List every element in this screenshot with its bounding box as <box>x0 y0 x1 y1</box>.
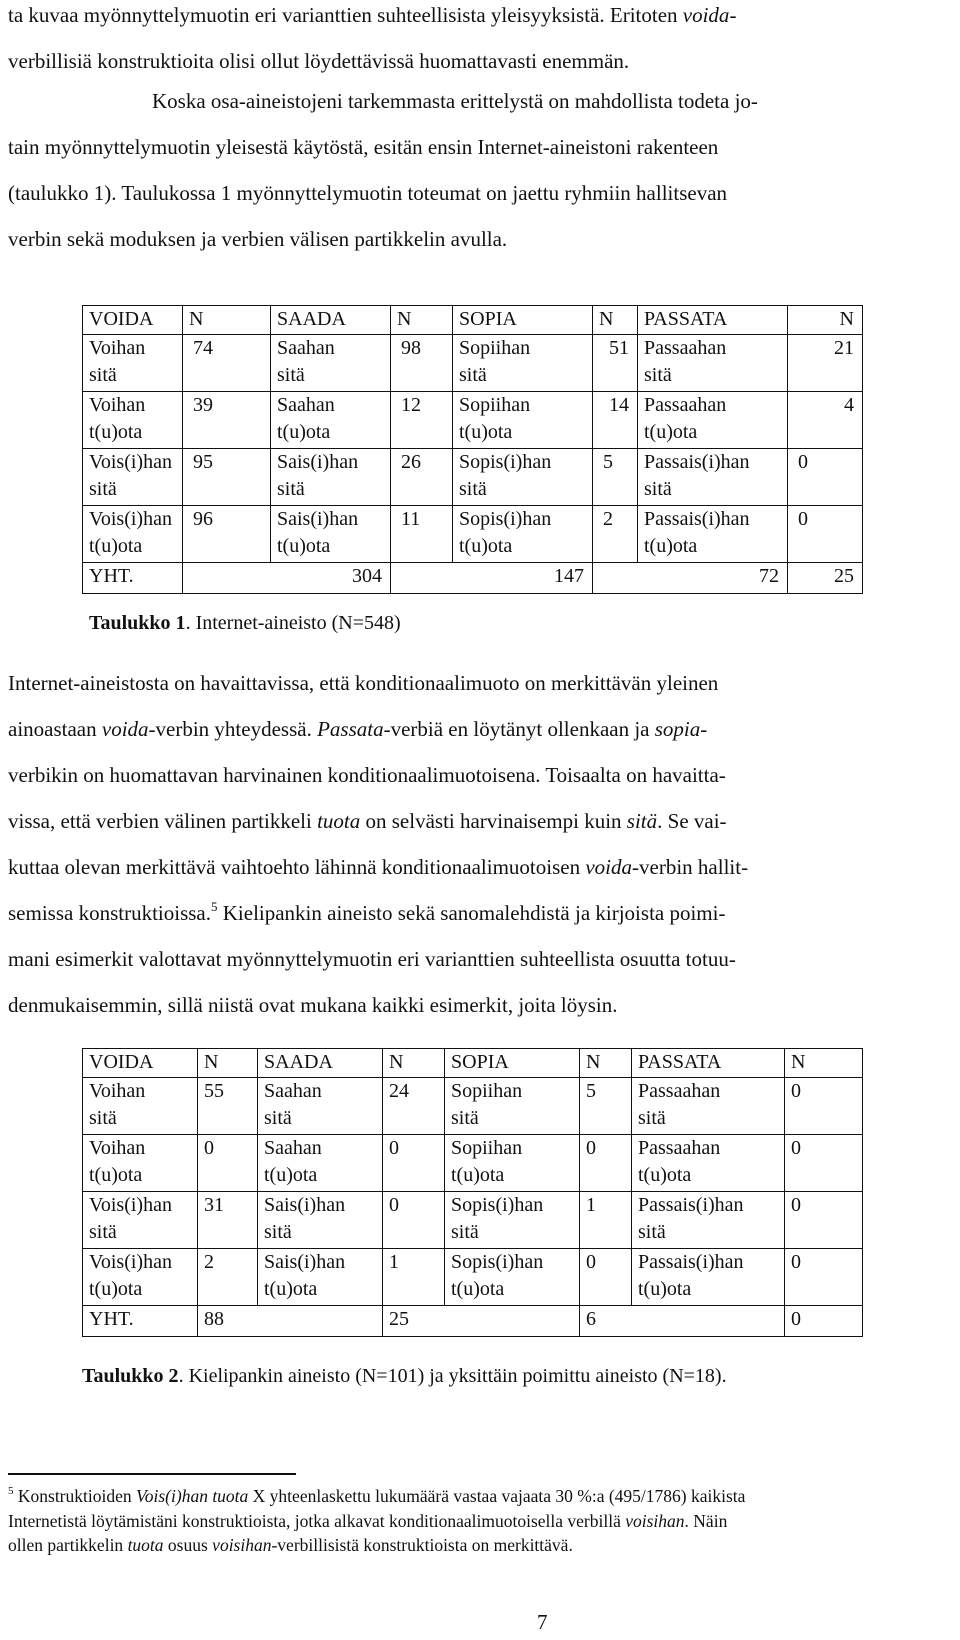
text-line <box>8 844 954 890</box>
cell-text: sitä <box>459 478 487 500</box>
table-row <box>83 449 863 506</box>
text-span: Internetistä löytämistäni konstruktioista, jotka alkavat konditionaalimuotoisella verbillä <box>8 1510 626 1531</box>
text-span: kuttaa olevan merkittävä vaihtoehto lähinnä konditionaalimuotoisen <box>8 855 586 879</box>
table-cell: 0 <box>383 1192 445 1249</box>
table-row <box>83 335 863 392</box>
table-cell: 96 <box>183 506 271 563</box>
text-line <box>8 798 954 844</box>
column-header: N <box>391 306 453 335</box>
cell-text: Sopiihan <box>459 337 531 359</box>
text-span: X yhteenlaskettu lukumäärä vastaa vajaata 30 %:a (495/1786) kaikista <box>248 1486 746 1506</box>
table-row <box>83 1078 863 1135</box>
table-2 <box>82 1048 863 1337</box>
text-line <box>8 0 954 38</box>
italic-term: tuota <box>317 809 361 833</box>
cell-text: sitä <box>638 1107 666 1129</box>
cell-text: sitä <box>451 1221 479 1243</box>
table-total-row <box>83 1306 863 1337</box>
footnote <box>8 1484 954 1558</box>
cell-text: Passais(i)han <box>644 451 750 473</box>
text-span: vissa, että verbien välinen partikkeli <box>8 809 318 833</box>
table-cell <box>83 1249 198 1306</box>
cell-text: Saahan <box>277 337 335 359</box>
footnote-reference[interactable]: 5 <box>211 899 218 914</box>
text-span: Konstruktioiden <box>13 1486 136 1506</box>
cell-text: sitä <box>277 478 305 500</box>
text-span: -verbin yhteydessä. <box>148 717 318 741</box>
cell-text: sitä <box>264 1107 292 1129</box>
table-cell <box>638 392 788 449</box>
cell-text: sitä <box>89 1221 117 1243</box>
table-cell: 51 <box>593 335 638 392</box>
table-cell <box>632 1249 785 1306</box>
cell-text: Voihan <box>89 1080 146 1102</box>
table-cell <box>632 1135 785 1192</box>
italic-term: Vois(i)han tuota <box>136 1486 249 1506</box>
cell-text: Sopiihan <box>451 1137 523 1159</box>
footnote-separator <box>8 1473 296 1475</box>
cell-text: t(u)ota <box>451 1164 505 1186</box>
table-cell: 31 <box>198 1192 258 1249</box>
table-cell: 26 <box>391 449 453 506</box>
italic-term: voida <box>101 717 149 741</box>
cell-text: Sopis(i)han <box>451 1251 544 1273</box>
column-header: PASSATA <box>638 306 788 335</box>
cell-text: t(u)ota <box>459 535 513 557</box>
cell-text: Vois(i)han <box>89 451 172 473</box>
total-label: YHT. <box>83 1306 198 1337</box>
cell-text: sitä <box>264 1221 292 1243</box>
column-header: SAADA <box>258 1049 383 1078</box>
table-cell <box>632 1192 785 1249</box>
cell-text: t(u)ota <box>89 535 143 557</box>
text-span: Koska osa-aineistojeni tarkemmasta erittelystä on mahdollista todeta jo- <box>152 89 758 113</box>
column-header: N <box>788 306 863 335</box>
cell-text: Sopis(i)han <box>459 451 552 473</box>
cell-text: t(u)ota <box>644 421 698 443</box>
text-line: verbin sekä moduksen ja verbien välisen partikkelin avulla. <box>8 227 508 251</box>
table-cell <box>83 392 183 449</box>
cell-text: Passaahan <box>638 1080 721 1102</box>
table-cell <box>258 1192 383 1249</box>
cell-text: Vois(i)han <box>89 508 172 530</box>
table-cell <box>258 1249 383 1306</box>
text-line <box>8 78 954 124</box>
cell-text: t(u)ota <box>638 1278 692 1300</box>
table-row <box>83 1135 863 1192</box>
table-cell: 0 <box>198 1135 258 1192</box>
table-cell <box>638 449 788 506</box>
table-header-row <box>83 1049 863 1078</box>
table-cell <box>83 1192 198 1249</box>
column-header: N <box>383 1049 445 1078</box>
table-cell: 5 <box>593 449 638 506</box>
italic-term: voida <box>682 3 730 27</box>
column-header: SOPIA <box>453 306 593 335</box>
text-span: - <box>729 3 737 27</box>
cell-text: Passaahan <box>644 337 727 359</box>
text-line: verbillisiä konstruktioita olisi ollut löydettävissä huomattavasti enemmän. <box>8 49 630 73</box>
cell-text: Sais(i)han <box>277 451 359 473</box>
table-cell: 2 <box>198 1249 258 1306</box>
caption-label: Taulukko 2 <box>82 1365 179 1387</box>
text-span: . Näin <box>684 1510 728 1531</box>
italic-term: Passata <box>317 717 384 741</box>
text-span: ainoastaan <box>8 717 102 741</box>
text-line: Internet-aineistosta on havaittavissa, että konditionaalimuoto on merkittävän yleinen <box>8 671 719 695</box>
column-header: N <box>593 306 638 335</box>
cell-text: Passaahan <box>644 394 727 416</box>
cell-text: Voihan sitä <box>89 337 146 386</box>
text-span: - <box>700 717 708 741</box>
table-total-row <box>83 563 863 594</box>
footnote-line <box>8 1509 954 1534</box>
footnote-line <box>8 1484 954 1509</box>
text-span: Kielipankin aineisto sekä sanomalehdistä ja kirjoista poimi- <box>217 901 726 925</box>
table-cell: 0 <box>788 506 863 563</box>
table-cell: 0 <box>580 1135 632 1192</box>
cell-text: Passaahan <box>638 1137 721 1159</box>
table-cell <box>83 1135 198 1192</box>
table-cell <box>271 449 391 506</box>
table-cell: 0 <box>788 449 863 506</box>
table-cell: 21 <box>788 335 863 392</box>
cell-text: Vois(i)han <box>89 1251 172 1273</box>
cell-text: Saahan <box>277 394 335 416</box>
caption-text: . Kielipankin aineisto (N=101) ja yksittäin poimittu aineisto (N=18). <box>178 1365 727 1387</box>
table-cell <box>445 1135 580 1192</box>
table-cell <box>271 506 391 563</box>
cell-text: Vois(i)han <box>89 1194 172 1216</box>
table-cell: 0 <box>785 1135 863 1192</box>
text-span: -verbin hallit- <box>632 855 749 879</box>
table-cell <box>632 1078 785 1135</box>
total-value: 6 <box>580 1306 785 1337</box>
text-span: -verbiä en löytänyt ollenkaan ja <box>383 717 655 741</box>
cell-text: sitä <box>89 1107 117 1129</box>
table-cell: 2 <box>593 506 638 563</box>
italic-term: tuota <box>127 1535 164 1555</box>
cell-text: t(u)ota <box>277 421 331 443</box>
table-cell: 95 <box>183 449 271 506</box>
cell-text: t(u)ota <box>89 421 143 443</box>
cell-text: Sopis(i)han <box>451 1194 544 1216</box>
table-cell <box>445 1249 580 1306</box>
column-header: SAADA <box>271 306 391 335</box>
table-cell: 0 <box>383 1135 445 1192</box>
text-line: tain myönnyttelymuotin yleisestä käytöstä, esitän ensin Internet-aineistoni rakenteen <box>8 135 719 159</box>
cell-text: sitä <box>89 478 117 500</box>
cell-text: Sopis(i)han <box>459 508 552 530</box>
cell-text: Sais(i)han <box>264 1194 346 1216</box>
italic-term: sitä <box>626 809 658 833</box>
text-line: (taulukko 1). Taulukossa 1 myönnyttelymuotin toteumat on jaettu ryhmiin hallitsevan <box>8 181 728 205</box>
table-cell <box>271 392 391 449</box>
cell-text: Sopiihan <box>459 394 531 416</box>
italic-term: sopia <box>654 717 701 741</box>
cell-text: Sais(i)han <box>277 508 359 530</box>
total-value: 0 <box>785 1306 863 1337</box>
cell-text: sitä <box>459 364 487 386</box>
text-line: mani esimerkit valottavat myönnyttelymuotin eri varianttien suhteellista osuutta totuu- <box>8 947 736 971</box>
table-cell <box>258 1078 383 1135</box>
caption-label: Taulukko 1 <box>89 612 186 634</box>
column-header: N <box>198 1049 258 1078</box>
cell-text: t(u)ota <box>451 1278 505 1300</box>
cell-text: t(u)ota <box>264 1164 318 1186</box>
table-cell <box>453 506 593 563</box>
table-cell <box>83 506 183 563</box>
table-cell <box>638 506 788 563</box>
paragraph-continuation <box>8 0 954 84</box>
cell-text: Saahan <box>264 1137 322 1159</box>
table-cell: 4 <box>788 392 863 449</box>
total-label: YHT. <box>83 563 183 594</box>
table-2-caption <box>82 1363 727 1389</box>
italic-term: voisihan <box>625 1510 685 1531</box>
table-cell: 1 <box>383 1249 445 1306</box>
column-header: VOIDA <box>83 306 183 335</box>
page-number: 7 <box>537 1610 548 1634</box>
cell-text: t(u)ota <box>638 1164 692 1186</box>
table-cell <box>453 392 593 449</box>
table-row <box>83 392 863 449</box>
column-header: N <box>183 306 271 335</box>
cell-text: Sais(i)han <box>264 1251 346 1273</box>
cell-text: Voihan <box>89 1137 146 1159</box>
cell-text: t(u)ota <box>264 1278 318 1300</box>
text-span: ta kuvaa myönnyttelymuotin eri varianttien suhteellisista yleisyyksistä. Eritoten <box>8 3 683 27</box>
text-span: osuus <box>163 1535 213 1555</box>
text-span: ollen partikkelin <box>8 1535 128 1555</box>
table-row <box>83 1192 863 1249</box>
cell-text: Sopiihan <box>451 1080 523 1102</box>
caption-text: . Internet-aineisto (N=548) <box>185 612 401 634</box>
table-1 <box>82 305 863 594</box>
table-row <box>83 506 863 563</box>
cell-text: Passais(i)han <box>644 508 750 530</box>
text-span: -verbillisistä konstruktioista on merkittävä. <box>271 1535 573 1555</box>
column-header: N <box>785 1049 863 1078</box>
total-value: 72 <box>593 563 788 594</box>
text-line <box>8 890 954 936</box>
table-cell <box>271 335 391 392</box>
text-line: denmukaisemmin, sillä niistä ovat mukana kaikki esimerkit, joita löysin. <box>8 993 618 1017</box>
italic-term: voisihan <box>212 1535 272 1555</box>
table-cell: 0 <box>785 1078 863 1135</box>
table-row <box>83 1249 863 1306</box>
total-value: 88 <box>198 1306 383 1337</box>
footnote-marker: 5 <box>8 1485 14 1497</box>
table-cell <box>453 449 593 506</box>
column-header: N <box>580 1049 632 1078</box>
cell-text: t(u)ota <box>459 421 513 443</box>
text-span: semissa konstruktioissa. <box>8 901 211 925</box>
footnote-line <box>8 1533 954 1558</box>
italic-term: voida <box>585 855 633 879</box>
total-value: 25 <box>788 563 863 594</box>
cell-text: sitä <box>451 1107 479 1129</box>
table-cell: 98 <box>391 335 453 392</box>
table-cell: 74 <box>183 335 271 392</box>
table-cell <box>83 335 183 392</box>
text-span: on selvästi harvinaisempi kuin <box>360 809 627 833</box>
table-header-row <box>83 306 863 335</box>
table-cell: 0 <box>580 1249 632 1306</box>
table-cell: 14 <box>593 392 638 449</box>
total-value: 25 <box>383 1306 580 1337</box>
table-cell: 24 <box>383 1078 445 1135</box>
cell-text: Passais(i)han <box>638 1251 744 1273</box>
table-cell <box>445 1192 580 1249</box>
cell-text: sitä <box>277 364 305 386</box>
table-1-caption <box>89 610 401 636</box>
cell-text: t(u)ota <box>89 1164 143 1186</box>
paragraph-intro-table1 <box>8 78 954 262</box>
total-value: 304 <box>183 563 391 594</box>
cell-text: t(u)ota <box>644 535 698 557</box>
table-cell: 1 <box>580 1192 632 1249</box>
text-line <box>8 706 954 752</box>
table-cell <box>638 335 788 392</box>
table-cell: 0 <box>785 1192 863 1249</box>
cell-text: Saahan <box>264 1080 322 1102</box>
table-cell: 5 <box>580 1078 632 1135</box>
cell-text: t(u)ota <box>277 535 331 557</box>
cell-text: sitä <box>644 478 672 500</box>
table-cell: 55 <box>198 1078 258 1135</box>
cell-text: t(u)ota <box>89 1278 143 1300</box>
table-cell <box>83 1078 198 1135</box>
table-cell: 39 <box>183 392 271 449</box>
table-cell <box>83 449 183 506</box>
table-cell: 0 <box>785 1249 863 1306</box>
cell-text: Voihan <box>89 394 146 416</box>
cell-text: Passais(i)han <box>638 1194 744 1216</box>
column-header: SOPIA <box>445 1049 580 1078</box>
table-cell <box>453 335 593 392</box>
table-cell: 11 <box>391 506 453 563</box>
table-cell <box>258 1135 383 1192</box>
column-header: PASSATA <box>632 1049 785 1078</box>
cell-text: sitä <box>638 1221 666 1243</box>
text-span: . Se vai- <box>657 809 727 833</box>
table-cell: 12 <box>391 392 453 449</box>
table-cell <box>445 1078 580 1135</box>
paragraph-discussion <box>8 660 954 1028</box>
total-value: 147 <box>391 563 593 594</box>
cell-text: sitä <box>644 364 672 386</box>
text-line: verbikin on huomattavan harvinainen konditionaalimuotoisena. Toisaalta on havaitta- <box>8 763 726 787</box>
column-header: VOIDA <box>83 1049 198 1078</box>
